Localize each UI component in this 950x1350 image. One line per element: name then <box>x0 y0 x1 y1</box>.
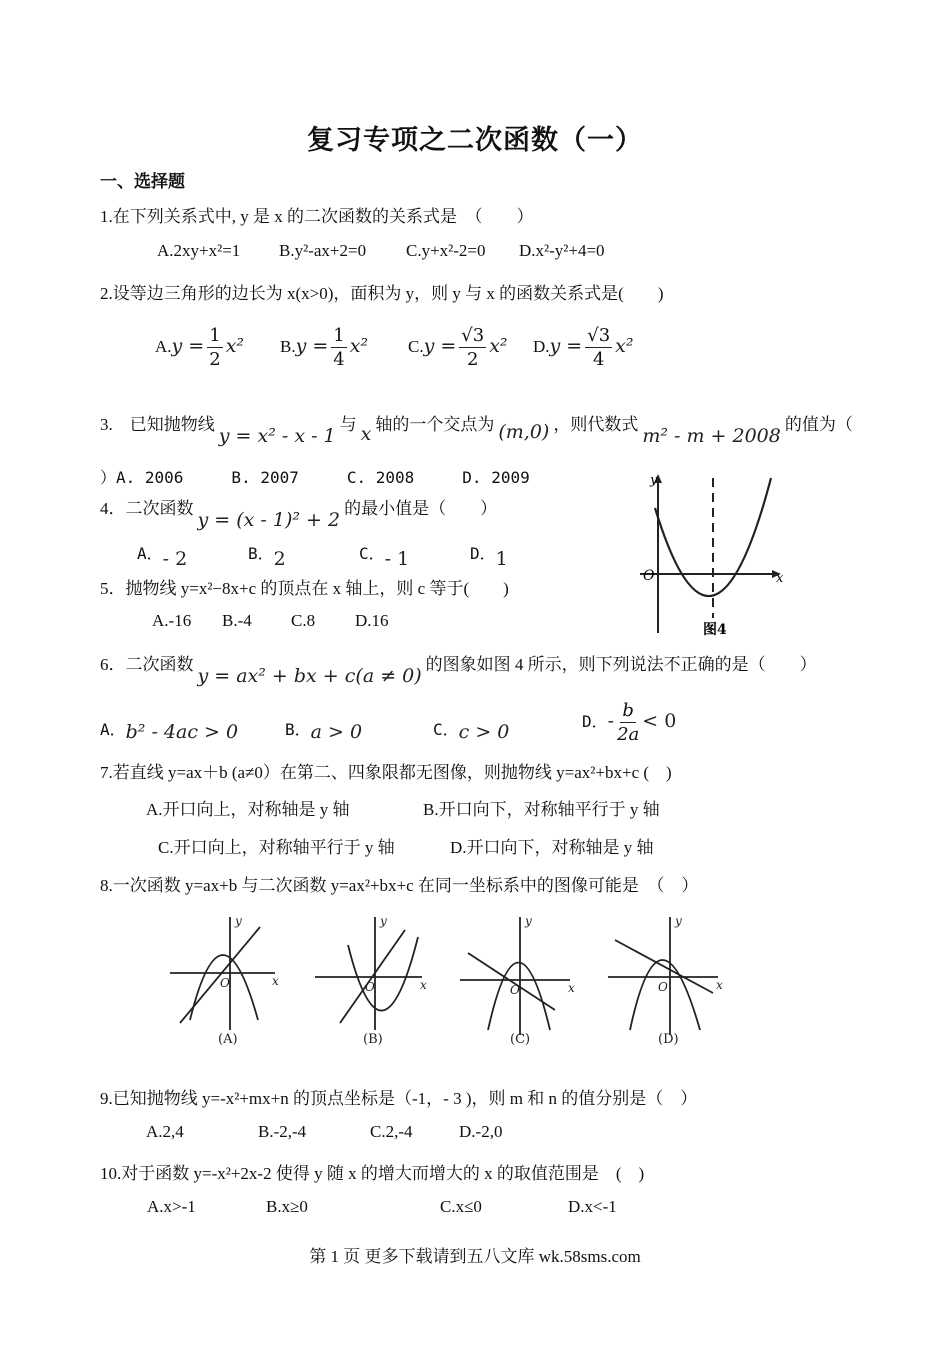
q10-option-d: D.x<-1 <box>568 1197 617 1216</box>
q8-graphs <box>160 905 800 1053</box>
q6-value-c: c > 0 <box>458 721 510 743</box>
fig4-y-label: y <box>650 473 658 488</box>
q6-option-c <box>433 717 510 743</box>
q7-option-c: C.开口向上，对称轴平行于 y 轴 <box>158 838 395 857</box>
q10-option-b: B.x≥0 <box>266 1197 308 1216</box>
q3-x: x <box>360 423 372 445</box>
q6-d-minus: - <box>607 710 615 733</box>
q4-pre: 4．二次函数 <box>100 499 194 518</box>
q5-option-b: B.-4 <box>222 611 252 630</box>
graph-d-origin: O <box>658 980 668 994</box>
graph-c-line <box>468 953 555 1010</box>
q5-option-a: A.-16 <box>152 611 192 630</box>
q3-expression: m² - m + 2008 <box>642 425 781 447</box>
q7-option-a: A.开口向上，对称轴是 y 轴 <box>146 800 350 819</box>
graph-c-origin: O <box>510 983 520 997</box>
q4-label-b: B． <box>248 544 274 563</box>
q2-fraction-d <box>585 325 612 372</box>
q2-option-d <box>533 325 634 372</box>
q2-num-a: 1 <box>209 325 221 346</box>
q2-den-d: 4 <box>592 349 605 370</box>
q2-den-c: 2 <box>467 349 479 370</box>
q1-option-c: C.y+x²-2=0 <box>406 241 486 260</box>
q1-option-d: D.x²-y²+4=0 <box>519 241 605 260</box>
q6-pre: 6．二次函数 <box>100 655 194 674</box>
q2-fraction-c <box>459 325 486 372</box>
q6-label-d: D． <box>582 712 608 732</box>
question-6 <box>100 650 817 687</box>
q4-value-a: - 2 <box>162 548 188 570</box>
q6-d-den: 2a <box>617 724 640 745</box>
q9-option-b: B.-2,-4 <box>258 1122 307 1141</box>
question-4 <box>100 494 498 531</box>
q3-pre: 3. 已知抛物线 <box>100 415 215 434</box>
q2-option-c <box>408 325 508 372</box>
q2-den-a: 2 <box>209 349 221 370</box>
q2-lhs-d: y = <box>549 335 583 358</box>
q3-point: (m,0) <box>498 421 550 443</box>
section-heading: 一、选择题 <box>100 172 185 192</box>
q3-equation: y = x² - x - 1 <box>218 425 336 447</box>
q6-post: 的图象如图 4 所示，则下列说法不正确的是（ ） <box>425 655 817 674</box>
q2-x2-d: x² <box>615 335 634 358</box>
q2-x2-b: x² <box>349 335 369 358</box>
q6-d-tail: < 0 <box>642 710 677 733</box>
question-7: 7.若直线 y=ax＋b (a≠0）在第二、四象限都无图像，则抛物线 y=ax²+bx+c ( ) <box>100 763 672 782</box>
q6-d-num: b <box>622 700 634 721</box>
q6-value-b: a > 0 <box>310 721 363 743</box>
q6-label-a: A． <box>100 720 126 739</box>
graph-a-x-label: x <box>272 974 279 988</box>
q4-option-c <box>359 541 410 570</box>
question-9: 9.已知抛物线 y=-x²+mx+n 的顶点坐标是（-1，- 3 )，则 m 和 n 的值分别是（ ） <box>100 1089 698 1108</box>
figure-4 <box>625 468 795 643</box>
graph-a-origin: O <box>220 976 230 990</box>
q4-label-d: D． <box>470 544 496 563</box>
q4-option-a <box>137 541 188 570</box>
question-3 <box>100 410 853 447</box>
q3-post: 的值为（ <box>784 415 853 434</box>
graph-d-parabola <box>630 960 700 1030</box>
fig4-x-label: x <box>776 571 784 586</box>
q7-option-d: D.开口向下，对称轴是 y 轴 <box>450 838 654 857</box>
question-1: 1.在下列关系式中, y 是 x 的二次函数的关系式是 （ ） <box>100 207 534 226</box>
q4-option-d <box>470 541 508 570</box>
q2-lhs-c: y = <box>423 335 457 358</box>
q3-mid2: 轴的一个交点为 <box>375 415 495 434</box>
q2-fraction-a <box>207 325 222 372</box>
q2-lhs-b: y = <box>295 335 329 358</box>
q8-graph-d <box>608 917 718 1035</box>
q5-option-d: D.16 <box>355 611 389 630</box>
q4-value-b: 2 <box>273 548 286 570</box>
q4-label-a: A． <box>137 544 163 563</box>
q6-d-fraction <box>617 700 639 747</box>
graph-b-caption: (B) <box>363 1032 383 1047</box>
question-8: 8.一次函数 y=ax+b 与二次函数 y=ax²+bx+c 在同一坐标系中的图像可能是 （ ） <box>100 876 699 895</box>
q2-label-d: D. <box>533 337 550 357</box>
graph-d-caption: (D) <box>658 1032 679 1047</box>
q1-option-b: B.y²-ax+2=0 <box>279 241 367 260</box>
page-title: 复习专项之二次函数（一） <box>307 125 643 156</box>
graph-a-line <box>180 927 260 1023</box>
fig4-origin: O <box>643 568 655 584</box>
q2-den-b: 4 <box>333 349 345 370</box>
q2-num-b: 1 <box>333 325 345 346</box>
q4-value-d: 1 <box>495 548 508 570</box>
graph-b-origin: O <box>365 980 375 994</box>
page-footer: 第 1 页 更多下载请到五八文库 wk.58sms.com <box>309 1247 641 1266</box>
q8-graph-a <box>170 917 275 1030</box>
q2-option-a <box>155 325 244 372</box>
q6-equation: y = ax² + bx + c(a ≠ 0) <box>197 665 422 687</box>
q3-mid3: ，则代数式 <box>553 415 639 434</box>
q3-mid: 与 <box>339 415 357 434</box>
q2-option-b <box>280 325 368 372</box>
q2-num-d: √3 <box>587 325 611 346</box>
fig4-caption: 图4 <box>703 622 727 638</box>
q5-option-c: C.8 <box>291 611 316 630</box>
q1-option-a: A.2xy+x²=1 <box>157 241 241 260</box>
q9-option-a: A.2,4 <box>146 1122 184 1141</box>
q6-option-a <box>100 717 239 743</box>
q2-fraction-b <box>331 325 346 372</box>
q9-option-d: D.-2,0 <box>459 1122 503 1141</box>
q6-option-d <box>582 700 676 747</box>
q10-option-c: C.x≤0 <box>440 1197 482 1216</box>
q4-option-b <box>248 541 286 570</box>
graph-c-y-label: y <box>525 914 532 928</box>
graph-d-y-label: y <box>675 914 682 928</box>
question-2: 2.设等边三角形的边长为 x(x>0)，面积为 y，则 y 与 x 的函数关系式是( ) <box>100 284 664 303</box>
q2-x2-a: x² <box>225 335 245 358</box>
q6-value-a: b² - 4ac > 0 <box>125 721 239 743</box>
q9-option-c: C.2,-4 <box>370 1122 413 1141</box>
q4-value-c: - 1 <box>384 548 410 570</box>
graph-b-y-label: y <box>380 914 387 928</box>
q2-lhs-a: y = <box>171 335 205 358</box>
question-10: 10.对于函数 y=-x²+2x-2 使得 y 随 x 的增大而增大的 x 的取值范围是 ( ) <box>100 1164 645 1183</box>
q2-label-a: A. <box>155 337 172 357</box>
q8-graph-b <box>315 917 422 1030</box>
graph-b-parabola <box>348 937 418 1011</box>
q4-equation: y = (x - 1)² + 2 <box>197 509 341 531</box>
graph-a-y-label: y <box>235 914 242 928</box>
q10-option-a: A.x>-1 <box>147 1197 196 1216</box>
q8-graph-c <box>460 917 570 1035</box>
q2-num-c: √3 <box>461 325 485 346</box>
q3-options: ）A. 2006 B. 2007 C. 2008 D. 2009 <box>100 468 530 487</box>
q4-post: 的最小值是（ ） <box>344 499 498 518</box>
q4-label-c: C． <box>359 544 385 563</box>
graph-b-x-label: x <box>420 978 427 992</box>
question-5: 5．抛物线 y=x²−8x+c 的顶点在 x 轴上，则 c 等于( ) <box>100 579 509 598</box>
q7-option-b: B.开口向下，对称轴平行于 y 轴 <box>423 800 660 819</box>
q6-option-b <box>285 717 363 743</box>
q2-x2-c: x² <box>489 335 508 358</box>
graph-a-caption: (A) <box>218 1032 238 1047</box>
graph-c-caption: (C) <box>510 1032 531 1047</box>
graph-d-x-label: x <box>716 978 723 992</box>
graph-c-x-label: x <box>568 981 575 995</box>
q6-label-b: B． <box>285 720 311 739</box>
q6-label-c: C． <box>433 720 459 739</box>
q2-label-c: C. <box>408 337 424 357</box>
q2-label-b: B. <box>280 337 296 357</box>
